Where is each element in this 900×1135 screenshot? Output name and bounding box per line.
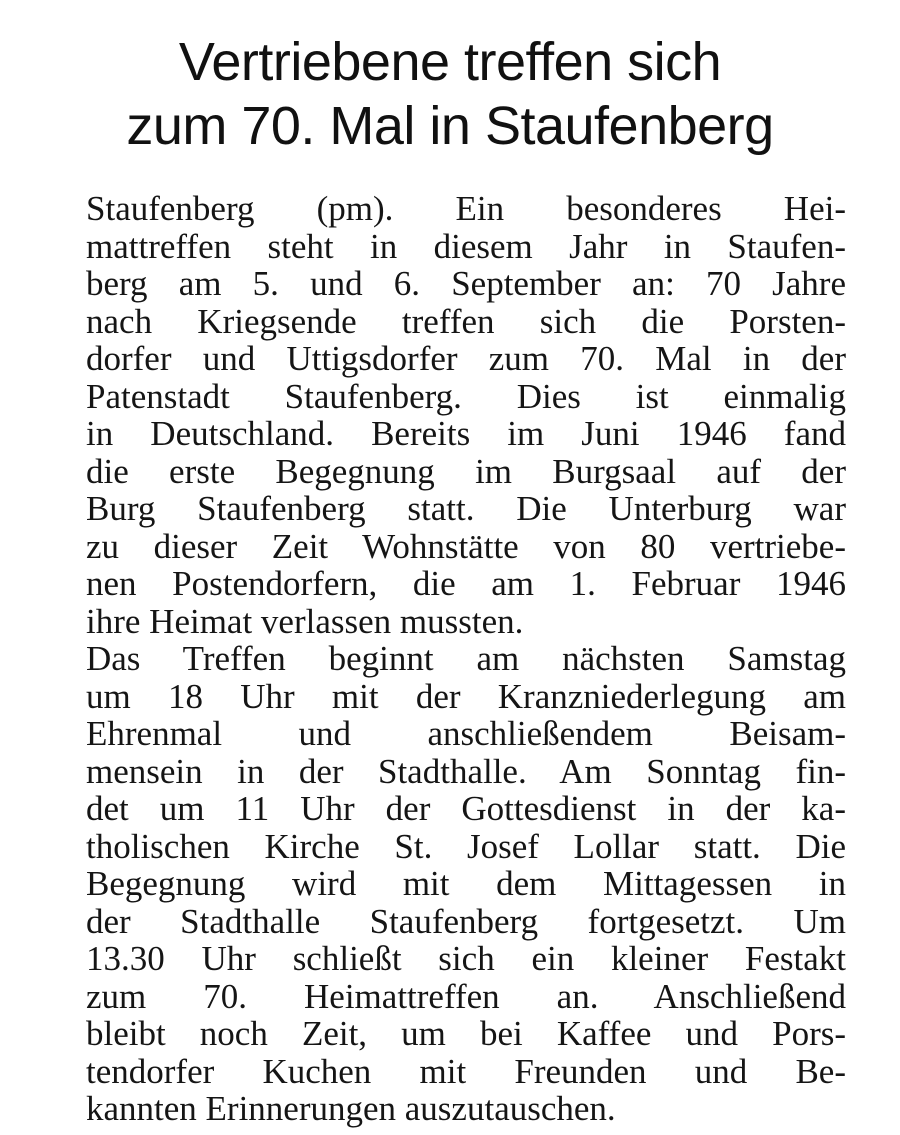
text-line: nen Postendorfern, die am 1. Februar 1946 — [86, 564, 846, 603]
text-line: Ehrenmal und anschließendem Beisam- — [86, 714, 846, 753]
text-line: kannten Erinnerungen auszutauschen. — [86, 1089, 616, 1128]
article-headline — [40, 30, 860, 158]
text-line: bleibt noch Zeit, um bei Kaffee und Pors- — [86, 1014, 846, 1053]
text-line: in Deutschland. Bereits im Juni 1946 fand — [86, 414, 846, 453]
headline-line: zum 70. Mal in Staufenberg — [126, 96, 774, 156]
headline-line: Vertriebene treffen sich — [178, 32, 722, 92]
article-paragraph — [86, 190, 846, 640]
text-line: nach Kriegsende treffen sich die Porsten- — [86, 301, 846, 341]
article-paragraph — [86, 640, 846, 1128]
text-line: Burg Staufenberg statt. Die Unterburg war — [86, 489, 846, 528]
text-line: ihre Heimat verlassen mussten. — [86, 601, 524, 641]
text-line: det um 11 Uhr der Gottesdienst in der ka- — [86, 789, 846, 828]
text-line: die erste Begegnung im Burgsaal auf der — [86, 451, 846, 491]
text-line: Begegnung wird mit dem Mittagessen in — [86, 864, 846, 903]
text-line: der Stadthalle Staufenberg fortgesetzt. Um — [86, 901, 846, 941]
text-line: 13.30 Uhr schließt sich ein kleiner Festakt — [86, 939, 846, 978]
text-line: um 18 Uhr mit der Kranzniederlegung am — [86, 676, 846, 716]
text-line: zu dieser Zeit Wohnstätte von 80 vertriebe- — [86, 526, 846, 566]
text-line: mensein in der Stadthalle. Am Sonntag fin- — [86, 751, 846, 791]
text-line: Das Treffen beginnt am nächsten Samstag — [86, 639, 846, 678]
article-body — [86, 190, 846, 1128]
text-line: dorfer und Uttigsdorfer zum 70. Mal in der — [86, 339, 846, 378]
text-line: zum 70. Heimattreffen an. Anschließend — [86, 976, 846, 1016]
text-line: mattreffen steht in diesem Jahr in Staufen- — [86, 226, 846, 266]
text-line: tholischen Kirche St. Josef Lollar statt. Die — [86, 826, 846, 866]
text-line: Patenstadt Staufenberg. Dies ist einmalig — [86, 376, 846, 416]
text-line: Staufenberg (pm). Ein besonderes Hei- — [86, 189, 846, 228]
text-line: berg am 5. und 6. September an: 70 Jahre — [86, 264, 846, 303]
text-line: tendorfer Kuchen mit Freunden und Be- — [86, 1051, 846, 1091]
